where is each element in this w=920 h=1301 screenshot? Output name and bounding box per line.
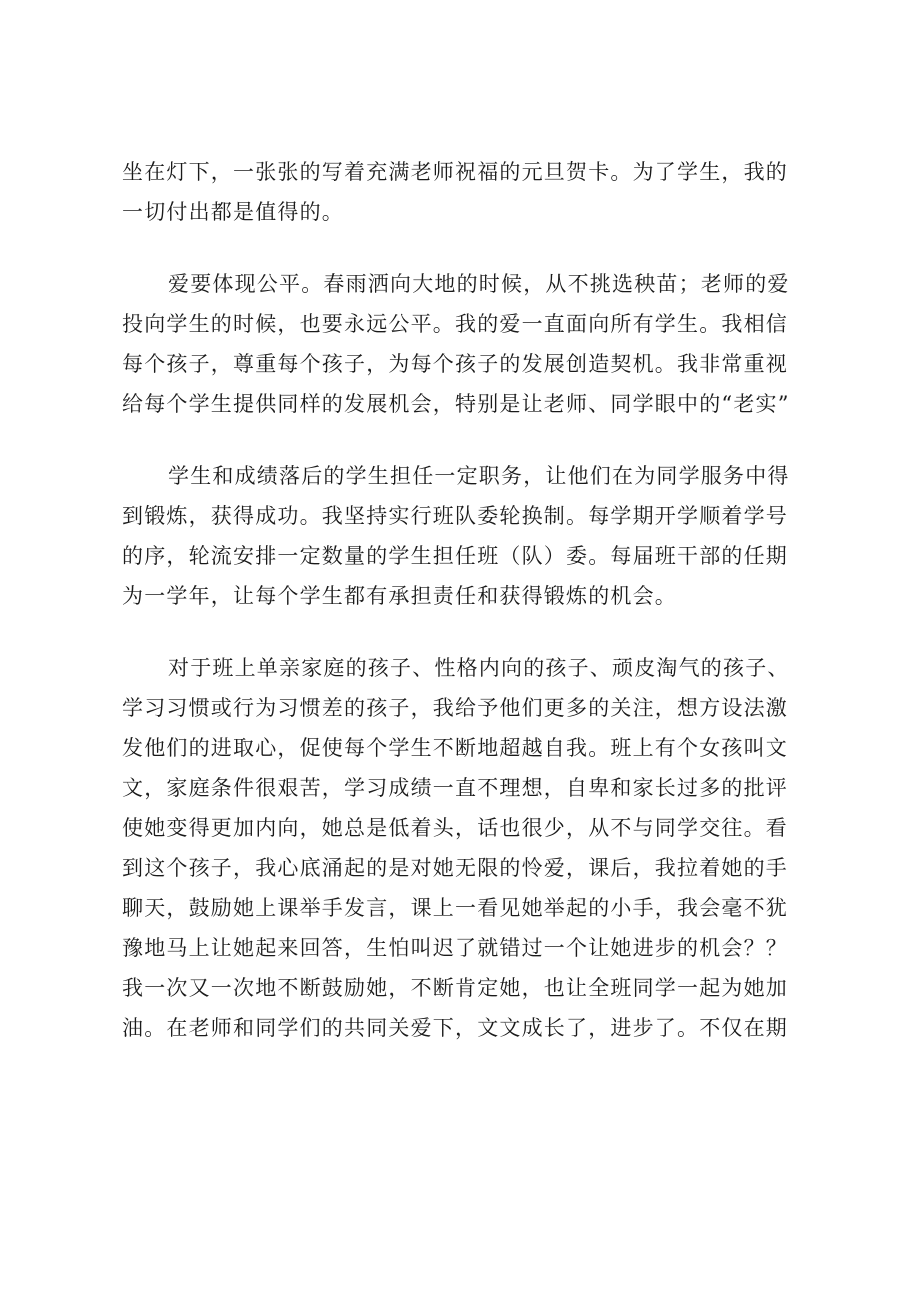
text-line: 豫地马上让她起来回答，生怕叫迟了就错过一个让她进步的机会？？ bbox=[122, 936, 788, 960]
text-line: 投向学生的时候，也要永远公平。我的爱一直面向所有学生。我相信 bbox=[122, 312, 788, 336]
text-line: 学习习惯或行为习惯差的孩子，我给予他们更多的关注，想方设法激 bbox=[122, 696, 788, 720]
text-line: 文，家庭条件很艰苦，学习成绩一直不理想，自卑和家长过多的批评 bbox=[122, 776, 788, 800]
text-line: 到锻炼，获得成功。我坚持实行班队委轮换制。每学期开学顺着学号 bbox=[122, 504, 788, 528]
text-line: 使她变得更加内向，她总是低着头，话也很少，从不与同学交往。看 bbox=[122, 816, 788, 840]
text-line: 发他们的进取心，促使每个学生不断地超越自我。班上有个女孩叫文 bbox=[122, 736, 788, 760]
text-line: 油。在老师和同学们的共同关爱下，文文成长了，进步了。不仅在期 bbox=[122, 1016, 788, 1040]
text-line: 每个孩子，尊重每个孩子，为每个孩子的发展创造契机。我非常重视 bbox=[122, 352, 788, 376]
text-line: 的序，轮流安排一定数量的学生担任班（队）委。每届班干部的任期 bbox=[122, 544, 788, 568]
text-line: 我一次又一次地不断鼓励她，不断肯定她，也让全班同学一起为她加 bbox=[122, 976, 788, 1000]
text-line: 为一学年，让每个学生都有承担责任和获得锻炼的机会。 bbox=[122, 584, 677, 608]
text-line: 一切付出都是值得的。 bbox=[122, 200, 344, 224]
document-body bbox=[122, 152, 822, 1048]
text-line: 学生和成绩落后的学生担任一定职务，让他们在为同学服务中得 bbox=[168, 464, 790, 488]
text-line: 对于班上单亲家庭的孩子、性格内向的孩子、顽皮淘气的孩子、 bbox=[168, 656, 790, 680]
text-line: 聊天，鼓励她上课举手发言，课上一看见她举起的小手，我会毫不犹 bbox=[122, 896, 788, 920]
text-line: 坐在灯下，一张张的写着充满老师祝福的元旦贺卡。为了学生，我的 bbox=[122, 160, 788, 184]
text-line: 爱要体现公平。春雨洒向大地的时候，从不挑选秧苗；老师的爱 bbox=[168, 272, 790, 296]
text-line: 到这个孩子，我心底涌起的是对她无限的怜爱，课后，我拉着她的手 bbox=[122, 856, 788, 880]
text-line: 给每个学生提供同样的发展机会，特别是让老师、同学眼中的“老实” bbox=[122, 392, 790, 416]
